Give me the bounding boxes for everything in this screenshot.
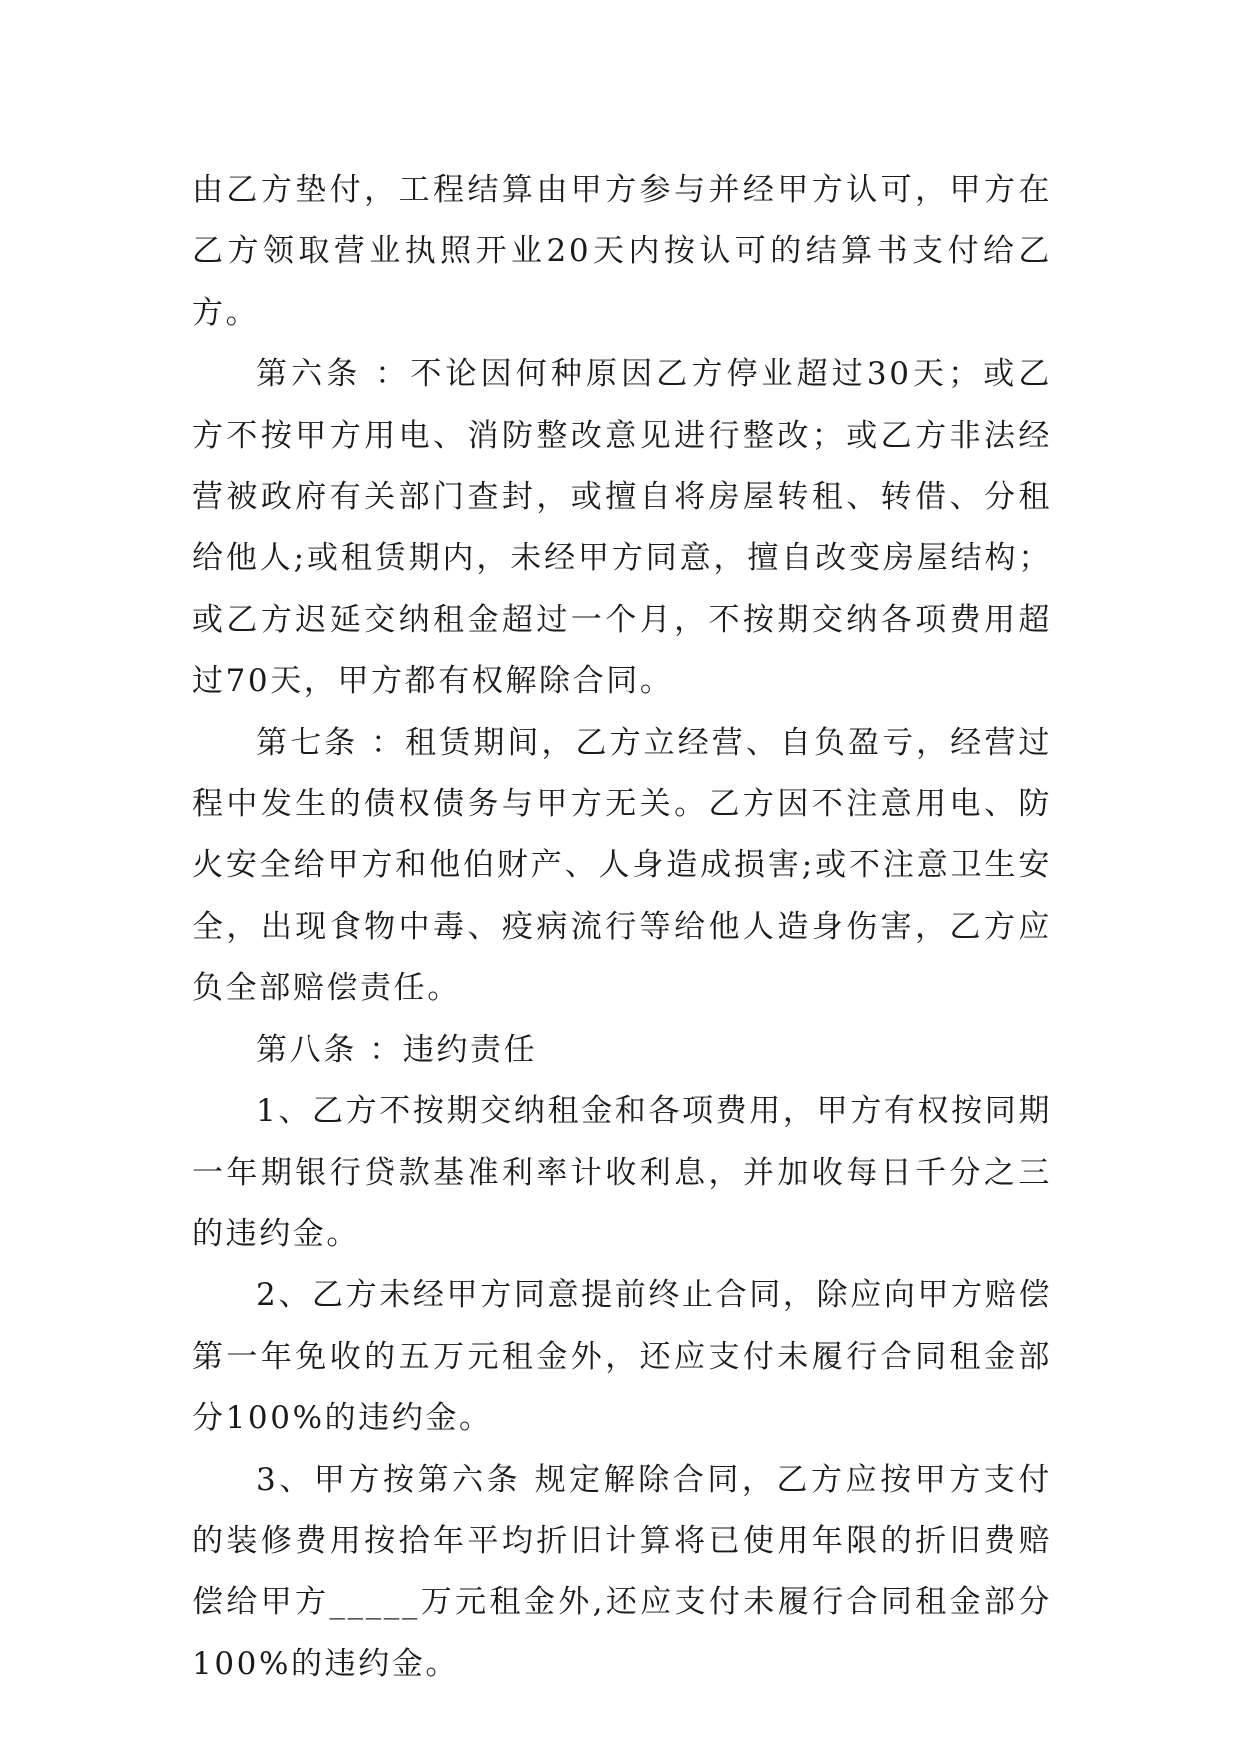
paragraph-liability-item-1: 1、乙方不按期交纳租金和各项费用，甲方有权按同期一年期银行贷款基准利率计收利息，并加收每日千分之三的违约金。: [192, 1093, 1052, 1252]
paragraph-payment-settlement: 由乙方垫付，工程结算由甲方参与并经甲方认可，甲方在乙方领取营业执照开业20天内按认可的结算书支付给乙方。: [192, 172, 1052, 331]
paragraph-article-7: 第七条 ：租赁期间，乙方立经营、自负盈亏，经营过程中发生的债权债务与甲方无关。乙方因不注意用电、防火安全给甲方和他伯财产、人身造成损害;或不注意卫生安全，出现食物中毒、疫病流行等给他人造身伤害，乙方应负全部赔偿责任。: [192, 724, 1052, 1007]
paragraph-article-6: 第六条 ：不论因何种原因乙方停业超过30天；或乙方不按甲方用电、消防整改意见进行整改；或乙方非法经营被政府有关部门查封，或擅自将房屋转租、转借、分租给他人;或租赁期内，未经甲方同意，擅自改变房屋结构；或乙方迟延交纳租金超过一个月，不按期交纳各项费用超过70天，甲方都有权解除合同。: [192, 356, 1052, 700]
document-body: [192, 160, 1052, 1695]
paragraph-article-8-heading: 第八条 ：违约责任: [256, 1031, 538, 1068]
paragraph-liability-item-3: 3、甲方按第六条 规定解除合同，乙方应按甲方支付的装修费用按拾年平均折旧计算将已使用年限的折旧费赔偿给甲方_____万元租金外,还应支付未履行合同租金部分100%的违约金。: [192, 1461, 1052, 1682]
paragraph-liability-item-2: 2、乙方未经甲方同意提前终止合同，除应向甲方赔偿第一年免收的五万元租金外，还应支付未履行合同租金部分100%的违约金。: [192, 1277, 1052, 1437]
